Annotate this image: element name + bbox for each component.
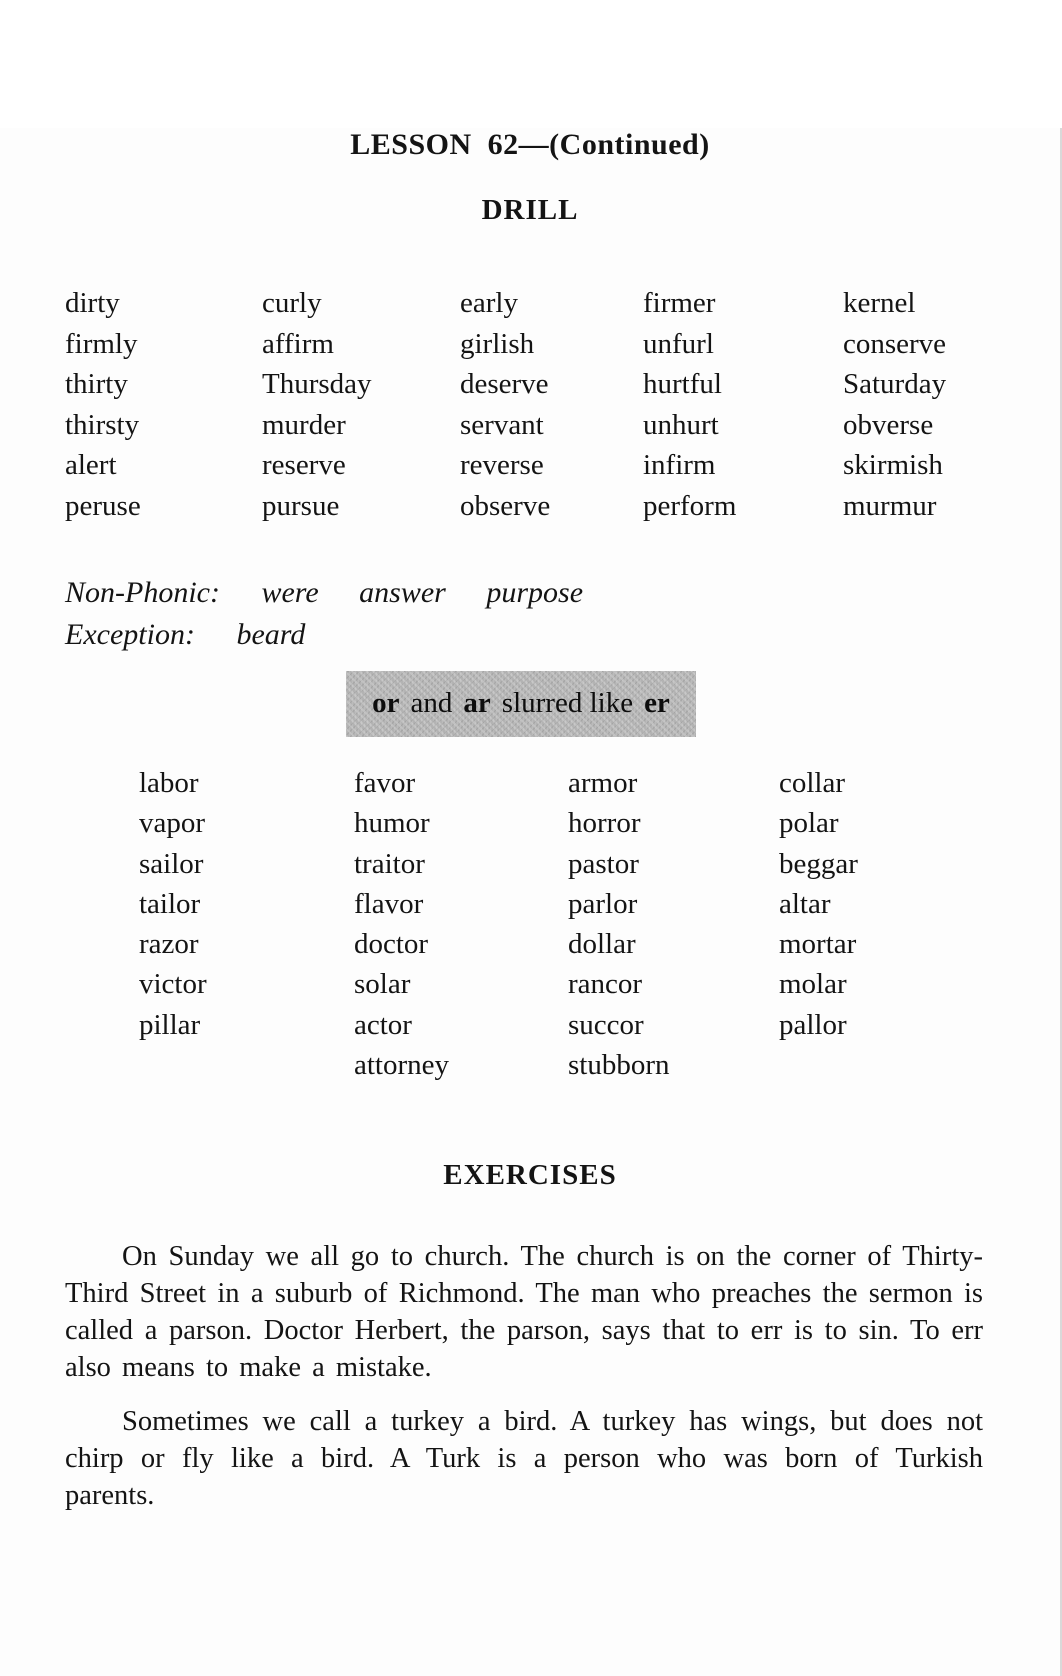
drill-word: alert — [65, 449, 117, 481]
slurred-word: collar — [779, 767, 846, 799]
slurred-word: horror — [568, 807, 641, 840]
book-page — [0, 128, 1062, 1676]
exception-label: Exception: — [65, 618, 195, 651]
drill-word: deserve — [460, 368, 549, 400]
slurred-word: dollar — [568, 928, 636, 961]
exception-line — [65, 614, 1060, 656]
slurred-word: actor — [354, 1008, 412, 1041]
non-phonic-section — [65, 572, 1060, 656]
exercises-heading: EXERCISES — [443, 1159, 617, 1192]
slurred-word: pastor — [568, 847, 639, 880]
slurred-word: solar — [354, 968, 411, 1001]
drill-word: curly — [262, 287, 322, 319]
drill-word: affirm — [262, 327, 334, 360]
non-phonic-word: were — [261, 576, 319, 609]
rule-part: or — [372, 687, 400, 719]
drill-word: thirsty — [65, 408, 140, 441]
drill-word-list — [65, 283, 1060, 526]
drill-word: murmur — [843, 489, 937, 522]
slurred-word — [139, 1045, 354, 1085]
rule-part: ar — [463, 687, 491, 719]
slurred-word-list — [139, 763, 1060, 1085]
drill-word: reverse — [460, 449, 544, 481]
exercises-section — [65, 1238, 983, 1514]
drill-word: conserve — [843, 327, 947, 360]
slurred-word: rancor — [568, 968, 643, 1001]
exercise-paragraph: On Sunday we all go to church. The church is on the corner of Thirty-Third Street in a suburb of Richmond. The man who preaches the sermon is called a parson. Doctor Herbert, the parson, says that to err is to sin. To err also means to make a mistake. — [65, 1241, 983, 1384]
slurred-word: attorney — [354, 1049, 450, 1082]
slurred-rule-highlight — [346, 671, 696, 737]
slurred-word: flavor — [354, 887, 424, 920]
slurred-word: humor — [354, 807, 430, 840]
slurred-word: favor — [354, 767, 416, 799]
slurred-word: doctor — [354, 928, 429, 961]
slurred-word: mortar — [779, 928, 857, 961]
slurred-word: pillar — [139, 1008, 201, 1041]
slurred-word: pallor — [779, 1008, 847, 1041]
drill-word: unhurt — [643, 408, 719, 441]
slurred-word: victor — [139, 968, 207, 1001]
drill-word: early — [460, 287, 518, 319]
slurred-word: armor — [568, 767, 638, 799]
drill-word: hurtful — [643, 368, 722, 400]
drill-word: obverse — [843, 408, 934, 441]
drill-word: servant — [460, 408, 544, 441]
slurred-word: stubborn — [568, 1049, 670, 1082]
slurred-word: tailor — [139, 887, 201, 920]
drill-word: Thursday — [262, 368, 372, 400]
slurred-word: parlor — [568, 887, 638, 920]
drill-word: girlish — [460, 327, 535, 360]
non-phonic-word: answer — [359, 576, 446, 609]
drill-word: kernel — [843, 287, 916, 319]
slurred-word: labor — [139, 767, 199, 799]
drill-word: infirm — [643, 449, 716, 481]
drill-word: perform — [643, 489, 737, 522]
slurred-word: traitor — [354, 847, 425, 880]
non-phonic-label: Non-Phonic: — [65, 576, 220, 609]
slurred-word: sailor — [139, 847, 204, 880]
slurred-word: polar — [779, 807, 839, 840]
drill-word: pursue — [262, 489, 340, 522]
rule-part: and — [410, 687, 453, 719]
drill-word: peruse — [65, 489, 141, 522]
lesson-title: LESSON 62—(Continued) — [350, 128, 710, 161]
non-phonic-word: purpose — [486, 576, 584, 609]
drill-word: unfurl — [643, 327, 714, 360]
slurred-word — [779, 1045, 1060, 1085]
drill-word: reserve — [262, 449, 346, 481]
non-phonic-line — [65, 572, 1060, 614]
slurred-word: succor — [568, 1008, 644, 1041]
drill-word: firmer — [643, 287, 716, 319]
rule-part: er — [644, 687, 670, 719]
slurred-word: razor — [139, 928, 199, 961]
drill-word: murder — [262, 408, 346, 441]
drill-word: thirty — [65, 368, 128, 400]
rule-part: slurred like — [501, 687, 634, 719]
drill-heading: DRILL — [481, 194, 579, 226]
drill-word: observe — [460, 489, 551, 522]
slurred-word: beggar — [779, 847, 858, 880]
slurred-word: molar — [779, 968, 847, 1001]
exception-word: beard — [236, 618, 306, 651]
drill-word: firmly — [65, 327, 138, 360]
drill-word: Saturday — [843, 368, 947, 400]
exercise-paragraph: Sometimes we call a turkey a bird. A turkey has wings, but does not chirp or fly like a bird. A Turk is a person who was born of Turkish parents. — [65, 1406, 983, 1512]
drill-word: dirty — [65, 287, 120, 319]
slurred-word: vapor — [139, 807, 206, 840]
slurred-word: altar — [779, 887, 831, 920]
drill-word: skirmish — [843, 449, 943, 481]
